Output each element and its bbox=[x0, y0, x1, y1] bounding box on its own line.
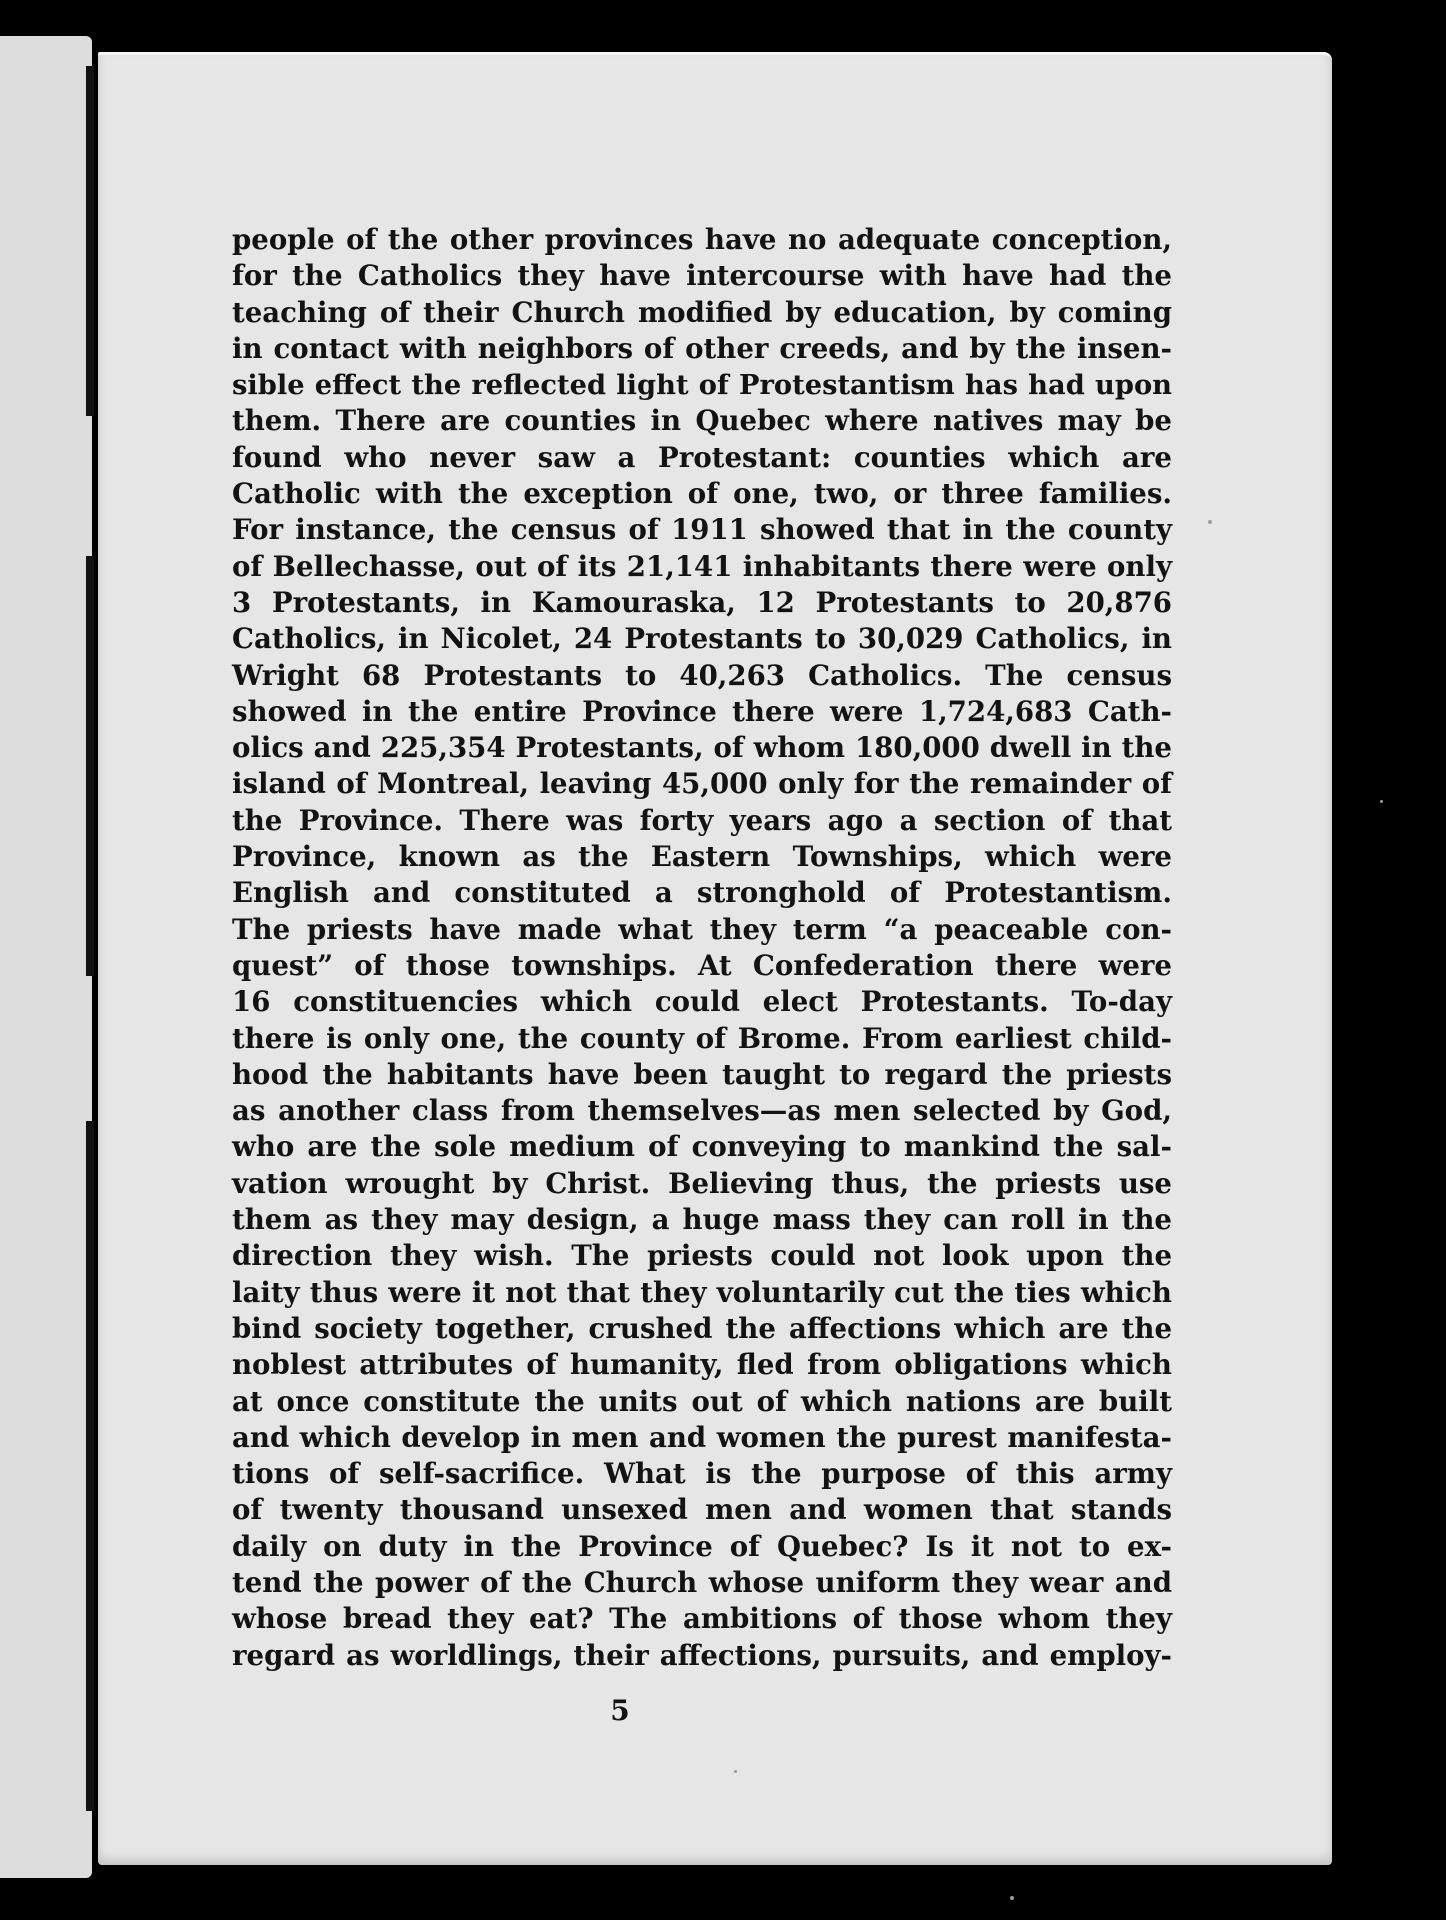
previous-page-edge bbox=[0, 36, 92, 1878]
text-line: daily on duty in the Province of Quebec? Is it not to ex- bbox=[232, 1529, 1172, 1563]
page-number: 5 bbox=[610, 1694, 630, 1727]
text-line: laity thus were it not that they voluntarily cut the ties which bbox=[232, 1275, 1172, 1309]
text-line: quest” of those townships. At Confederation there were bbox=[232, 948, 1172, 982]
scan-speck bbox=[1010, 1896, 1014, 1900]
text-line: in contact with neighbors of other creeds, and by the insen- bbox=[232, 331, 1172, 365]
text-line: English and constituted a stronghold of Protestantism. bbox=[232, 876, 1172, 910]
body-text bbox=[232, 222, 1172, 1674]
text-line: for the Catholics they have intercourse with have had the bbox=[232, 259, 1172, 293]
text-line: bind society together, crushed the affections which are the bbox=[232, 1311, 1172, 1345]
text-line: of Bellechasse, out of its 21,141 inhabitants there were only bbox=[232, 549, 1172, 583]
page-rule-line bbox=[86, 556, 94, 976]
page-rule-line bbox=[86, 66, 94, 416]
text-line: them as they may design, a huge mass they can roll in the bbox=[232, 1203, 1172, 1237]
scan-speck bbox=[734, 1770, 737, 1773]
text-line: of twenty thousand unsexed men and women that stands bbox=[232, 1493, 1172, 1527]
text-line: 3 Protestants, in Kamouraska, 12 Protestants to 20,876 bbox=[232, 585, 1172, 619]
scan-speck bbox=[1208, 520, 1212, 524]
text-line: as another class from themselves—as men selected by God, bbox=[232, 1094, 1172, 1128]
page-rule-line bbox=[86, 1121, 94, 1811]
text-line: Province, known as the Eastern Townships, which were bbox=[232, 840, 1172, 874]
text-line: noblest attributes of humanity, fled from obligations which bbox=[232, 1348, 1172, 1382]
text-line: tions of self-sacrifice. What is the purpose of this army bbox=[232, 1457, 1172, 1491]
text-line: found who never saw a Protestant: counties which are bbox=[232, 440, 1172, 474]
text-line: regard as worldlings, their affections, pursuits, and employ- bbox=[232, 1638, 1172, 1672]
text-line: the Province. There was forty years ago a section of that bbox=[232, 803, 1172, 837]
text-line: and which develop in men and women the purest manifesta- bbox=[232, 1420, 1172, 1454]
text-line: teaching of their Church modified by education, by coming bbox=[232, 295, 1172, 329]
text-line: island of Montreal, leaving 45,000 only for the remainder of bbox=[232, 767, 1172, 801]
text-line: hood the habitants have been taught to regard the priests bbox=[232, 1057, 1172, 1091]
text-line: showed in the entire Province there were 1,724,683 Cath- bbox=[232, 694, 1172, 728]
text-line: there is only one, the county of Brome. From earliest child- bbox=[232, 1021, 1172, 1055]
scan-speck bbox=[1380, 800, 1383, 803]
text-line: Catholics, in Nicolet, 24 Protestants to 30,029 Catholics, in bbox=[232, 622, 1172, 656]
text-line: For instance, the census of 1911 showed that in the county bbox=[232, 513, 1172, 547]
text-line: vation wrought by Christ. Believing thus, the priests use bbox=[232, 1166, 1172, 1200]
text-line: at once constitute the units out of which nations are built bbox=[232, 1384, 1172, 1418]
text-line: Wright 68 Protestants to 40,263 Catholics. The census bbox=[232, 658, 1172, 692]
text-line: tend the power of the Church whose uniform they wear and bbox=[232, 1565, 1172, 1599]
text-line: The priests have made what they term “a peaceable con- bbox=[232, 912, 1172, 946]
text-line: them. There are counties in Quebec where natives may be bbox=[232, 404, 1172, 438]
text-line: who are the sole medium of conveying to mankind the sal- bbox=[232, 1130, 1172, 1164]
text-line: whose bread they eat? The ambitions of those whom they bbox=[232, 1602, 1172, 1636]
text-line: olics and 225,354 Protestants, of whom 180,000 dwell in the bbox=[232, 731, 1172, 765]
text-line: Catholic with the exception of one, two, or three families. bbox=[232, 477, 1172, 511]
text-line: 16 constituencies which could elect Protestants. To-day bbox=[232, 985, 1172, 1019]
text-line: direction they wish. The priests could not look upon the bbox=[232, 1239, 1172, 1273]
text-line: people of the other provinces have no adequate conception, bbox=[232, 223, 1172, 256]
text-line: sible effect the reflected light of Protestantism has had upon bbox=[232, 369, 1172, 402]
